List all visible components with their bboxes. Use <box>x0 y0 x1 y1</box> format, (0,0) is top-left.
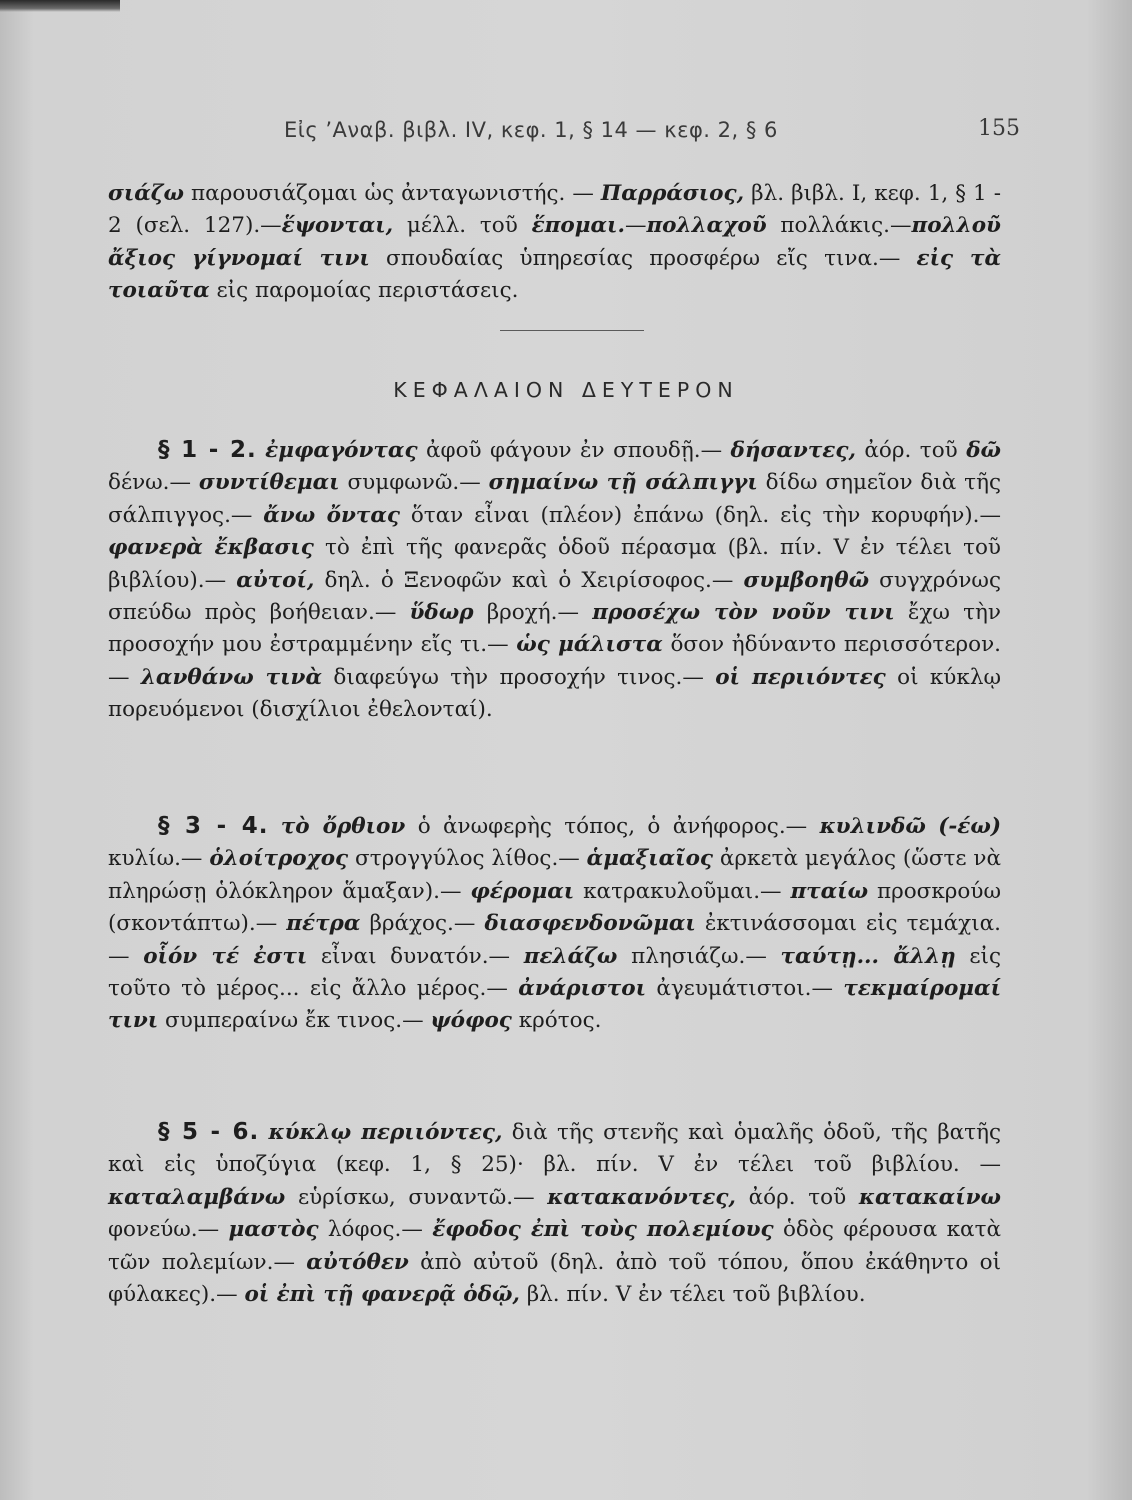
page-number: 155 <box>978 116 1020 141</box>
gloss-text: ἀφοῦ φάγουν ἐν σπουδῇ.— <box>417 438 731 463</box>
gloss-text: συμφωνῶ.— <box>339 470 489 496</box>
gloss-text: διὰ τῆς στενῆς καὶ ὁμαλῆς ὁδοῦ, τῆς βατῆς καὶ εἰς ὑποζύγια (κεφ. 1, § 25)· βλ. πίν. V ἐν τέλει τοῦ βιβλίου. — <box>108 1120 1001 1178</box>
chapter-heading: ΚΕΦΑΛΑΙΟΝ ΔΕΥΤΕΡΟΝ <box>393 378 739 402</box>
lemma: λανθάνω τινὰ <box>140 664 323 690</box>
lemma: σιάζω <box>108 181 185 206</box>
gloss-text: ἀόρ. τοῦ <box>855 438 967 463</box>
gloss-text <box>257 438 265 463</box>
gloss-text: εἰς τοῦτο τὸ μέρος... εἰς ἄλλο μέρος.— <box>108 943 1002 1002</box>
lemma: ἄνω ὄντας <box>263 502 400 528</box>
section-divider <box>500 330 644 331</box>
gloss-text: λόφος.— <box>318 1217 433 1243</box>
lemma: ἕπομαι. <box>531 213 625 239</box>
section-marker: § 5 - 6. <box>158 1119 260 1145</box>
gloss-text: ἀόρ. τοῦ <box>735 1184 859 1210</box>
gloss-text: βράχος.— <box>360 911 485 937</box>
gloss-text: φονεύω.— <box>108 1217 229 1243</box>
lemma: πελάζω <box>523 943 618 969</box>
lemma: συμβοηθῶ <box>743 567 870 593</box>
gloss-text: ἀγευμάτιστοι.— <box>645 976 844 1002</box>
lemma: σημαίνω τῇ σάλπιγγι <box>488 470 758 496</box>
gloss-text: κατρακυλοῦμαι.— <box>574 878 791 904</box>
lemma: κύκλῳ περιιόντες, <box>268 1120 503 1145</box>
gloss-text: ἀπὸ αὐτοῦ (δηλ. ἀπὸ τοῦ τόπου, ὅπου ἐκάθηντο οἱ φύλακες).— <box>108 1249 1002 1308</box>
gloss-text: εἶναι δυνατόν.— <box>307 943 524 969</box>
lemma: αὐτόθεν <box>306 1249 409 1275</box>
gloss-text: κυλίω.— <box>108 846 210 872</box>
gloss-text: συγχρόνως σπεύδω πρὸς βοήθειαν.— <box>108 567 1002 626</box>
gloss-text: μέλλ. τοῦ <box>393 213 532 239</box>
gloss-text: ὅσον ἠδύναντο περισσότερον.— <box>108 632 1002 690</box>
gloss-text: προσκρούω (σκοντάπτω).— <box>108 878 1001 937</box>
lemma: πέτρα <box>286 911 361 937</box>
lemma: ἁμαξιαῖος <box>586 846 714 872</box>
gloss-text <box>926 814 938 839</box>
gloss-text: κρότος. <box>511 1008 602 1034</box>
lemma: Παρράσιος, <box>600 181 745 206</box>
commentary-section-3-4 <box>108 810 1001 1038</box>
gloss-text <box>268 814 280 839</box>
gloss-text: πολλάκις.— <box>766 213 912 239</box>
gloss-text: εἰς παρομοίας περιστάσεις. <box>209 278 519 304</box>
lemma: ὕδωρ <box>409 600 474 626</box>
lemma: μαστὸς <box>228 1217 319 1243</box>
lemma: κατακαίνω <box>858 1184 1001 1210</box>
lemma: πολλοῦ ἄξιος γίγνομαί τινι <box>108 213 1001 271</box>
lemma: οἱ ἐπὶ τῇ φανερᾷ ὁδῷ, <box>244 1282 520 1308</box>
gloss-text: βροχή.— <box>473 600 593 626</box>
lemma: πταίω <box>790 878 869 904</box>
lemma: ἔφοδος ἐπὶ τοὺς πολεμίους <box>432 1217 774 1243</box>
section-marker: § 1 - 2. <box>158 437 257 463</box>
gloss-text: στρογγύλος λίθος.— <box>348 846 587 872</box>
gloss-text: ἐκτινάσσομαι εἰς τεμάχια.— <box>108 911 1001 969</box>
gloss-text: δίδω σημεῖον διὰ τῆς σάλπιγγος.— <box>108 470 1002 528</box>
gloss-text: τὸ ἐπὶ τῆς φανερᾶς ὁδοῦ πέρασμα (βλ. πίν. V ἐν τέλει τοῦ βιβλίου).— <box>108 535 1001 593</box>
gloss-text: διαφεύγω τὴν προσοχήν τινος.— <box>322 664 716 690</box>
lemma: τεκμαίρομαί τινι <box>108 976 1001 1034</box>
lemma: κυλινδῶ <box>819 814 926 839</box>
gloss-text: εὑρίσκω, συναντῶ.— <box>285 1184 548 1210</box>
lemma: προσέχω τὸν νοῦν τινι <box>592 600 895 626</box>
commentary-block-continued <box>108 178 1001 308</box>
gloss-text: παρουσιάζομαι ὡς ἀνταγωνιστής. — <box>184 181 601 206</box>
gloss-text: ὅταν εἶναι (πλέον) ἐπάνω (δηλ. εἰς τὴν κορυφήν).— <box>400 502 1001 528</box>
lemma: κατακανόντες, <box>547 1184 736 1210</box>
lemma: ψόφος <box>430 1008 512 1034</box>
lemma: ἐμφαγόντας <box>265 438 418 463</box>
lemma: φανερὰ ἔκβασις <box>108 535 314 561</box>
gloss-text: ἀρκετὰ μεγάλος (ὥστε νὰ πληρώσῃ ὁλόκληρον ἅμαξαν).— <box>108 846 1001 904</box>
lemma: ὡς μάλιστα <box>516 632 663 658</box>
lemma: δῶ <box>966 438 1001 463</box>
section-marker: § 3 - 4. <box>158 813 269 839</box>
commentary-section-1-2 <box>108 434 1001 727</box>
gloss-text <box>259 1120 268 1145</box>
lemma: αὐτοί, <box>236 567 315 593</box>
gloss-text: βλ. πίν. V ἐν τέλει τοῦ βιβλίου. <box>519 1282 866 1308</box>
gloss-text: σπουδαίας ὑπηρεσίας προσφέρω εἴς τινα.— <box>369 245 917 271</box>
lemma: πολλαχοῦ <box>646 213 767 239</box>
lemma: ὁλοίτροχος <box>209 846 349 872</box>
commentary-section-5-6 <box>108 1116 1001 1311</box>
lemma: εἰς τὰ τοιαῦτα <box>108 245 1001 304</box>
lemma: φέρομαι <box>470 878 575 904</box>
lemma: (-έω) <box>938 814 1002 839</box>
gloss-text: δένω.— <box>108 470 199 496</box>
lemma: καταλαμβάνω <box>108 1184 286 1210</box>
gloss-text: ὁδὸς φέρουσα κατὰ τῶν πολεμίων.— <box>108 1217 1001 1275</box>
gloss-text: συμπεραίνω ἔκ τινος.— <box>158 1008 431 1034</box>
lemma: ἕψονται, <box>281 213 394 239</box>
lemma: δήσαντες, <box>730 438 856 463</box>
lemma: ταύτῃ... ἄλλῃ <box>780 943 956 969</box>
gloss-text: οἱ κύκλῳ πορευόμενοι (δισχίλιοι ἐθελονταί). <box>108 664 1001 723</box>
lemma: τὸ ὄρθιον <box>280 814 406 839</box>
running-head <box>270 112 1020 152</box>
lemma: συντίθεμαι <box>198 470 340 496</box>
gloss-text: — <box>624 213 647 239</box>
gloss-text: πλησιάζω.— <box>617 943 781 969</box>
gloss-text: δηλ. ὁ Ξενοφῶν καὶ ὁ Χειρίσοφος.— <box>314 567 744 593</box>
gloss-text: ἔχω τὴν προσοχήν μου ἐστραμμένην εἴς τι.— <box>108 600 1001 658</box>
scan-edge-mark <box>0 0 120 12</box>
lemma: διασφενδονῶμαι <box>484 911 696 937</box>
running-head-title: Εἰς ’Αναβ. βιβλ. IV, κεφ. 1, § 14 — κεφ. 2, § 6 <box>284 118 778 142</box>
gloss-text: ὁ ἀνωφερὴς τόπος, ὁ ἀνήφορος.— <box>405 814 820 839</box>
gloss-text: βλ. βιβλ. I, κεφ. 1, § 1 - 2 (σελ. 127).— <box>108 181 1002 239</box>
lemma: οἷόν τέ ἐστι <box>143 943 308 969</box>
lemma: ἀνάριστοι <box>518 976 646 1002</box>
lemma: οἱ περιιόντες <box>715 664 886 690</box>
